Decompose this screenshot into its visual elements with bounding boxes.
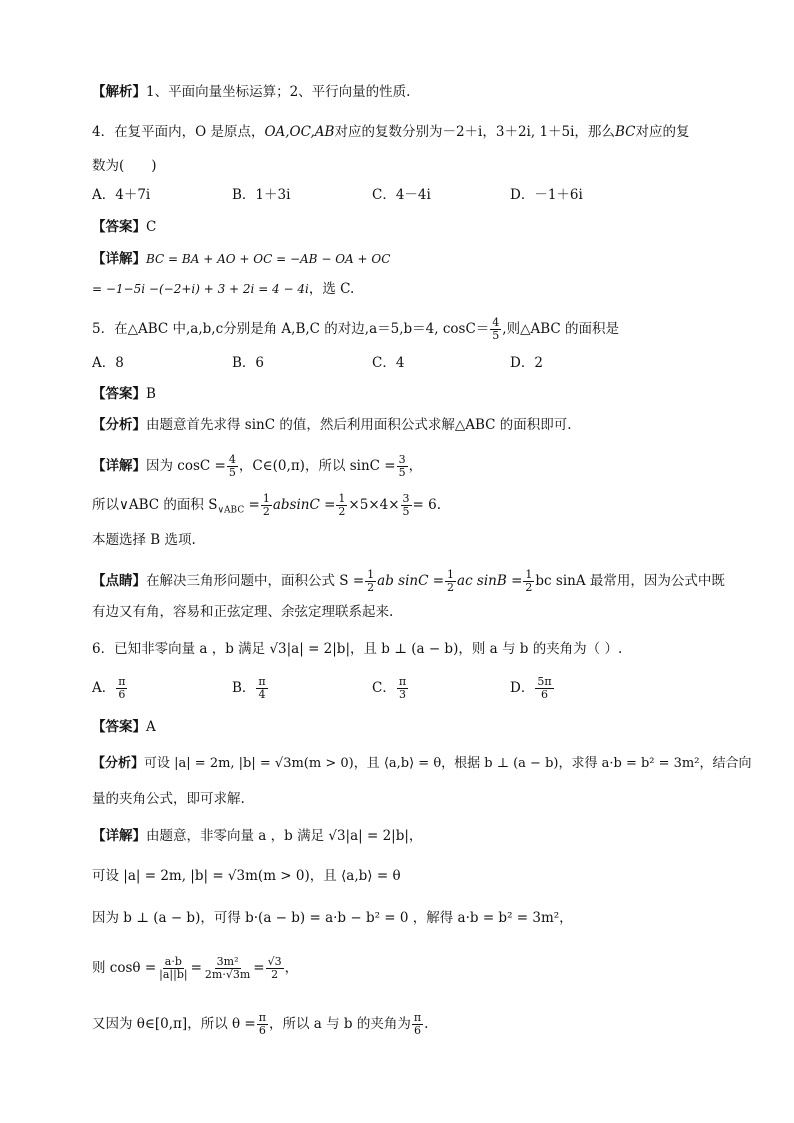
- q5-detail-part: ×5×4×: [348, 497, 400, 513]
- q4-stem-part: 对应的复数分别为－2＋i，3＋2i, 1＋5i，那么: [334, 124, 615, 140]
- q6-option-c: [372, 676, 409, 701]
- q4-option-d: D．－1＋6i: [510, 187, 583, 203]
- q4-detail-line-2: [92, 281, 354, 297]
- q6-answer-line: [92, 719, 156, 735]
- frac-den: 5: [402, 505, 410, 518]
- q4-option-b: B．1＋3i: [232, 187, 291, 203]
- frac-num: π: [258, 675, 266, 688]
- frac-num: π: [258, 1011, 266, 1024]
- q5-option-c: C．4: [372, 355, 405, 371]
- analysis-tag: 【分析】: [92, 417, 146, 433]
- q4-stem-line-2: 数为( ): [92, 158, 157, 174]
- q4-option-a: A．4＋7i: [92, 187, 151, 203]
- frac-den: 6: [540, 688, 548, 701]
- frac-den: 6: [118, 688, 126, 701]
- frac-num: 1: [338, 492, 346, 505]
- detail-tag: 【详解】: [92, 828, 146, 844]
- q5-detail-part: =: [244, 497, 260, 513]
- fraction: [397, 676, 408, 701]
- frac-num: π: [413, 1011, 422, 1024]
- q4-stem-line-1: [92, 124, 689, 140]
- frac-den: 2: [367, 581, 375, 594]
- fraction: [401, 493, 412, 518]
- frac-num: 1: [525, 568, 533, 581]
- q4-stem-part: 4．在复平面内，O 是原点，: [92, 124, 265, 140]
- answer-tag: 【答案】: [92, 719, 146, 735]
- q5-comment-line-1: [92, 569, 725, 594]
- q6-analysis-line-1: [92, 756, 751, 772]
- analysis-tag: 【解析】: [92, 84, 146, 100]
- fraction: [523, 569, 534, 594]
- q5-comment-part: ab sinC =: [377, 573, 445, 589]
- q5-comment-part: 在解决三角形问题中，面积公式 S =: [146, 573, 365, 589]
- detail-tag: 【详解】: [92, 458, 146, 474]
- fraction: [490, 317, 501, 342]
- fraction: [257, 1012, 268, 1037]
- q5-analysis-line: [92, 417, 572, 433]
- frac-num: 3: [402, 492, 410, 505]
- fraction: [336, 493, 347, 518]
- frac-den: 2: [262, 505, 270, 518]
- frac-num: 1: [447, 568, 455, 581]
- q3-analysis-line: [92, 84, 410, 100]
- answer-value: B: [146, 386, 156, 402]
- q5-comment-line-2: 有边又有角，容易和正弦定理、余弦定理联系起来.: [92, 604, 394, 620]
- fraction: [365, 569, 376, 594]
- q5-stem-part: ,则△ABC 的面积是: [502, 321, 619, 337]
- q6-detail-line-3: 因为 b ⊥ (a − b)，可得 b·(a − b) = a·b − b² = 0 ，解得 a·b = b² = 3m²，: [92, 910, 573, 926]
- q5-detail-part: 因为 cosC =: [146, 458, 226, 474]
- q5-detail-line-1: [92, 454, 422, 479]
- frac-num: 4: [492, 316, 500, 329]
- q6-stem-line: 6．已知非零向量 a ，b 满足 √3|a| = 2|b|，且 b ⊥ (a − b)，则 a 与 b 的夹角为（ ）.: [92, 641, 623, 657]
- answer-value: C: [146, 219, 157, 235]
- q5-option-a: A．8: [92, 355, 124, 371]
- q6-detail-part: ，所以 a 与 b 的夹角为: [268, 1016, 411, 1032]
- q6-detail-part: =: [190, 960, 202, 976]
- q6-detail-line-5: [92, 1012, 428, 1037]
- frac-den: 2m·√3m: [204, 968, 251, 981]
- q6-detail-part: =: [253, 960, 265, 976]
- fraction: [412, 1012, 423, 1037]
- frac-num: 4: [228, 453, 236, 466]
- frac-num: π: [118, 675, 126, 688]
- q5-answer-line: [92, 386, 156, 402]
- q5-option-b: B．6: [232, 355, 265, 371]
- frac-den: 2: [271, 968, 279, 981]
- q5-option-d: D．2: [510, 355, 543, 371]
- answer-value: A: [146, 719, 156, 735]
- q6-analysis-line-2: 量的夹角公式，即可求解.: [92, 791, 245, 807]
- frac-den: 2: [447, 581, 455, 594]
- frac-num: 1: [367, 568, 375, 581]
- q4-vector-bc: BC: [614, 124, 636, 140]
- frac-den: 4: [258, 688, 266, 701]
- q4-detail-formula: BC = BA + AO + OC = −AB − OA + OC: [146, 252, 391, 266]
- frac-den: 3: [398, 688, 406, 701]
- q6-option-b: [232, 676, 269, 701]
- frac-num: 5π: [537, 675, 552, 688]
- fraction: [261, 493, 272, 518]
- q5-comment-part: bc sinA 最常用，因为公式中既: [535, 573, 725, 589]
- option-label: B．: [232, 680, 256, 696]
- frac-den: 5: [228, 466, 236, 479]
- fraction: [227, 454, 238, 479]
- q6-detail-part: 则 cosθ =: [92, 960, 157, 976]
- q6-option-a: [92, 676, 128, 701]
- option-label: A．: [92, 680, 116, 696]
- q4-stem-part: 对应的复: [635, 124, 690, 140]
- q5-detail-part: 所以∨ABC 的面积 S: [92, 497, 218, 513]
- fraction: [535, 676, 553, 701]
- q4-answer-line: [92, 219, 156, 235]
- option-label: C．: [372, 680, 396, 696]
- q4-detail-line-1: [92, 251, 390, 267]
- q5-detail-part: = 6.: [412, 497, 442, 513]
- fraction: [116, 676, 127, 701]
- q6-analysis-text: 可设 |a| = 2m, |b| = √3m(m > 0)，且 ⟨a,b⟩ = θ，根据 b ⊥ (a − b)，求得 a·b = b² = 3m²，结合向: [144, 756, 752, 771]
- analysis-tag: 【分析】: [92, 756, 145, 771]
- q5-analysis-text: 由题意首先求得 sinC 的值，然后利用面积公式求解△ABC 的面积即可.: [146, 417, 572, 433]
- q5-detail-line-2: [92, 493, 441, 519]
- fraction: [256, 676, 267, 701]
- q5-detail-line-3: 本题选择 B 选项.: [92, 532, 196, 548]
- q6-detail-line-2: 可设 |a| = 2m, |b| = √3m(m > 0)，且 ⟨a,b⟩ = θ: [92, 868, 401, 884]
- q5-detail-sub: ∨ABC: [217, 505, 245, 516]
- frac-den: 2: [338, 505, 346, 518]
- fraction: [157, 956, 189, 981]
- fraction: [397, 454, 408, 479]
- answer-tag: 【答案】: [92, 219, 146, 235]
- answer-tag: 【答案】: [92, 386, 146, 402]
- frac-den: |a||b|: [159, 968, 188, 981]
- q5-detail-part: ，C∈(0,π)，所以 sinC =: [238, 458, 396, 474]
- fraction: [445, 569, 456, 594]
- frac-num: π: [398, 675, 407, 688]
- q6-detail-line-4: [92, 956, 298, 981]
- q5-detail-part: ，: [408, 458, 423, 474]
- fraction: [266, 956, 284, 981]
- q6-detail-line-1: [92, 828, 422, 844]
- q4-detail-end: ，选 C.: [308, 281, 355, 297]
- q6-detail-part: .: [424, 1016, 429, 1032]
- frac-num: 1: [262, 492, 270, 505]
- frac-num: √3: [267, 955, 282, 968]
- comment-tag: 【点睛】: [92, 573, 146, 589]
- q5-comment-part: ac sinB =: [457, 573, 523, 589]
- q4-detail-formula: = −1−5i −(−2+i) + 3 + 2i = 4 − 4i: [92, 282, 309, 296]
- q5-stem-part: 5．在△ABC 中,a,b,c分别是角 A,B,C 的对边,a＝5,b＝4, cosC＝: [92, 321, 490, 337]
- q6-detail-part: ，: [284, 960, 299, 976]
- frac-den: 2: [525, 581, 533, 594]
- q6-detail-part: 又因为 θ∈[0,π]，所以 θ =: [92, 1016, 256, 1032]
- q6-option-d: [510, 676, 555, 701]
- frac-den: 6: [413, 1024, 421, 1037]
- frac-den: 5: [492, 329, 500, 342]
- frac-num: 3: [398, 453, 406, 466]
- fraction: [203, 956, 252, 981]
- detail-tag: 【详解】: [92, 251, 146, 267]
- frac-num: 3m²: [216, 955, 239, 968]
- frac-num: a·b: [164, 955, 182, 968]
- analysis-text: 1、平面向量坐标运算；2、平行向量的性质.: [146, 84, 411, 100]
- q4-option-c: C．4－4i: [372, 187, 431, 203]
- frac-den: 5: [398, 466, 406, 479]
- q5-stem-line: [92, 317, 619, 342]
- option-label: D．: [510, 680, 535, 696]
- q5-detail-part: absinC =: [272, 497, 336, 513]
- frac-den: 6: [258, 1024, 266, 1037]
- q4-vectors: OA,OC,AB: [264, 124, 335, 140]
- q6-detail-text: 由题意，非零向量 a ，b 满足 √3|a| = 2|b|，: [146, 828, 423, 844]
